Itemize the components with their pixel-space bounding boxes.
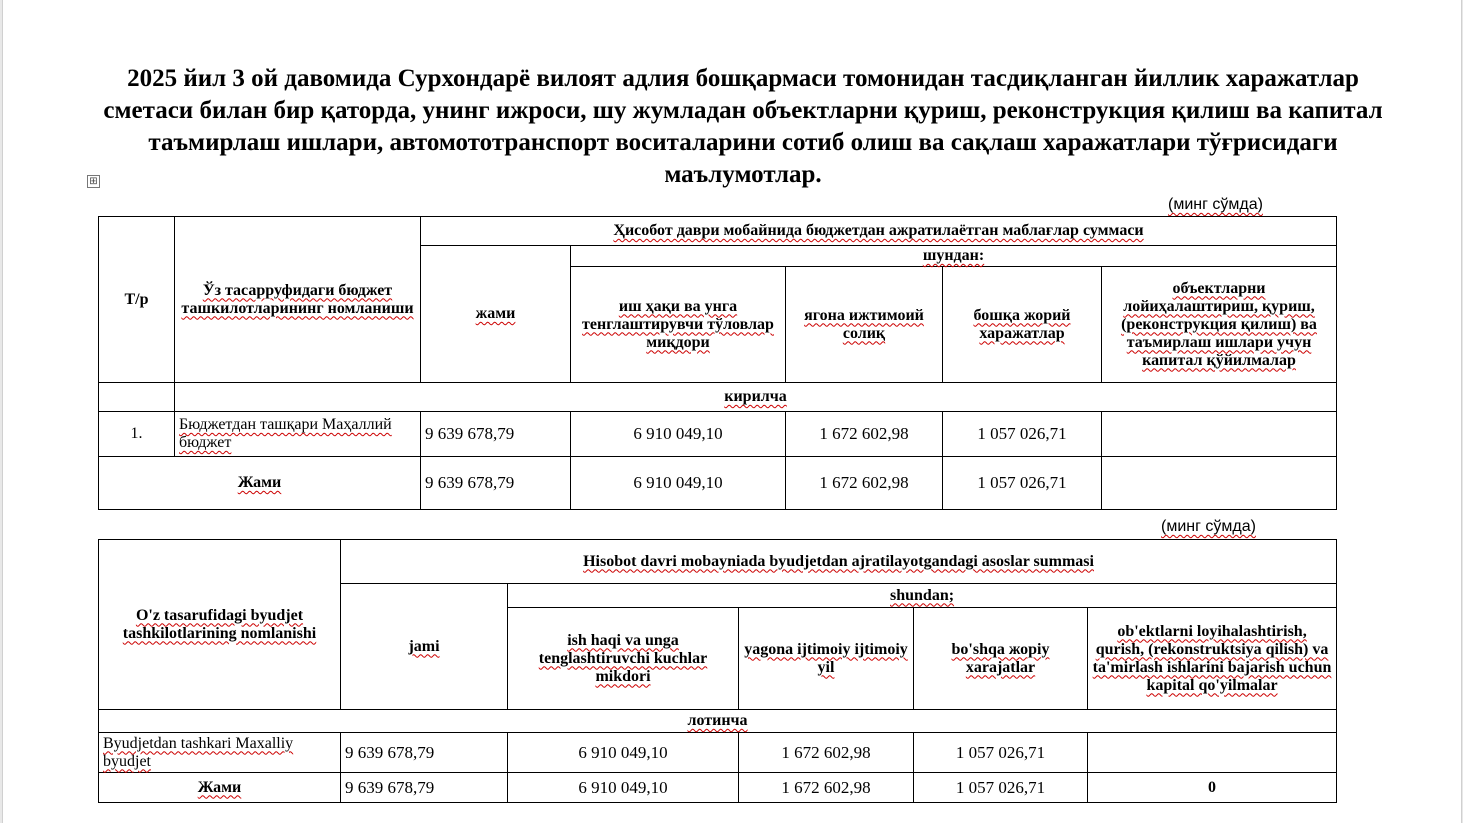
total-capital: 0 <box>1088 773 1337 803</box>
header-other-expenses: bo'shqa жорiy xarajatlar <box>914 608 1088 710</box>
total-social-tax: 1 672 602,98 <box>739 773 914 803</box>
row-other-expenses: 1 057 026,71 <box>914 733 1088 773</box>
total-sum: 9 639 678,79 <box>341 773 508 803</box>
total-social-tax: 1 672 602,98 <box>786 457 943 510</box>
total-capital <box>1102 457 1337 510</box>
row-social-tax: 1 672 602,98 <box>786 412 943 457</box>
row-wages: 6 910 049,10 <box>508 733 739 773</box>
section-label: лотинча <box>99 710 1337 733</box>
header-wages: ish haqi va unga tenglashtiruvchi kuchlar mikdori <box>508 608 739 710</box>
total-row <box>99 773 1337 803</box>
section-label: кирилча <box>175 383 1337 412</box>
row-social-tax: 1 672 602,98 <box>739 733 914 773</box>
header-other-expenses: бошқа жорий харажатлар <box>943 267 1102 383</box>
document-page <box>2 0 1462 823</box>
header-capital: ob'ektlarni loyihalashtirish, qurish, (rekonstruktsiya qilish) va ta'mirlash ishlarini bajarish uchun kapital qo'yilmalar <box>1088 608 1337 710</box>
table1-unit-label: (минг сўмда) <box>1168 196 1263 213</box>
row-wages: 6 910 049,10 <box>571 412 786 457</box>
table-row <box>99 733 1337 773</box>
header-social-tax: ягона ижтимоий солиқ <box>786 267 943 383</box>
section-blank-cell <box>99 383 175 412</box>
row-other-expenses: 1 057 026,71 <box>943 412 1102 457</box>
header-including: шундан: <box>571 246 1337 267</box>
header-group: Hisobot davri mobayniada byudjetdan ajratilayotgandagi asoslar summasi <box>341 540 1337 584</box>
total-other-expenses: 1 057 026,71 <box>914 773 1088 803</box>
total-sum: 9 639 678,79 <box>421 457 571 510</box>
total-label: Жами <box>99 773 341 803</box>
row-total: 9 639 678,79 <box>421 412 571 457</box>
header-social-tax: yagona ijtimoiy ijtimoiy yil <box>739 608 914 710</box>
table-cyrillic <box>98 216 1337 510</box>
total-row <box>99 457 1337 510</box>
header-number: Т/р <box>99 217 175 383</box>
row-total: 9 639 678,79 <box>341 733 508 773</box>
header-organization: O'z tasarufidagi byudjet tashkilotlarining nomlanishi <box>99 540 341 710</box>
row-capital <box>1102 412 1337 457</box>
row-capital <box>1088 733 1337 773</box>
table2-unit-label: (минг сўмда) <box>1161 518 1256 535</box>
total-label: Жами <box>99 457 421 510</box>
row-organization: Бюджетдан ташқари Маҳаллий бюджет <box>175 412 421 457</box>
table-move-handle-icon[interactable]: ⊞ <box>87 175 100 188</box>
header-total: жами <box>421 246 571 383</box>
table-latin <box>98 539 1337 803</box>
header-wages: иш ҳақи ва унга тенглаштирувчи тўловлар миқдори <box>571 267 786 383</box>
row-number: 1. <box>99 412 175 457</box>
total-wages: 6 910 049,10 <box>508 773 739 803</box>
header-organization: Ўз тасарруфидаги бюджет ташкилотларининг номланиши <box>175 217 421 383</box>
header-group: Ҳисобот даври мобайнида бюджетдан ажратилаётган маблағлар суммаси <box>421 217 1337 246</box>
document-title: 2025 йил 3 ой давомида Сурхондарё вилоят адлия бошқармаси томонидан тасдиқланган йиллик харажатлар сметаси билан бир қаторда, унинг ижроси, шу жумладан объектларни қуриш, реконструкция қилиш ва капитал таъмирлаш ишлари, автомототранспорт воситаларини сотиб олиш ва сақлаш харажатлари тўғрисидаги маълумотлар. <box>103 65 1383 188</box>
table-row <box>99 412 1337 457</box>
header-capital: объектларни лойиҳалаштириш, қуриш, (реконструкция қилиш) ва таъмирлаш ишлари учун капитал қўйилмалар <box>1102 267 1337 383</box>
header-total: jami <box>341 584 508 710</box>
total-other-expenses: 1 057 026,71 <box>943 457 1102 510</box>
row-organization: Byudjetdan tashkari Maxalliy byudjet <box>99 733 341 773</box>
header-including: shundan; <box>508 584 1337 608</box>
total-wages: 6 910 049,10 <box>571 457 786 510</box>
